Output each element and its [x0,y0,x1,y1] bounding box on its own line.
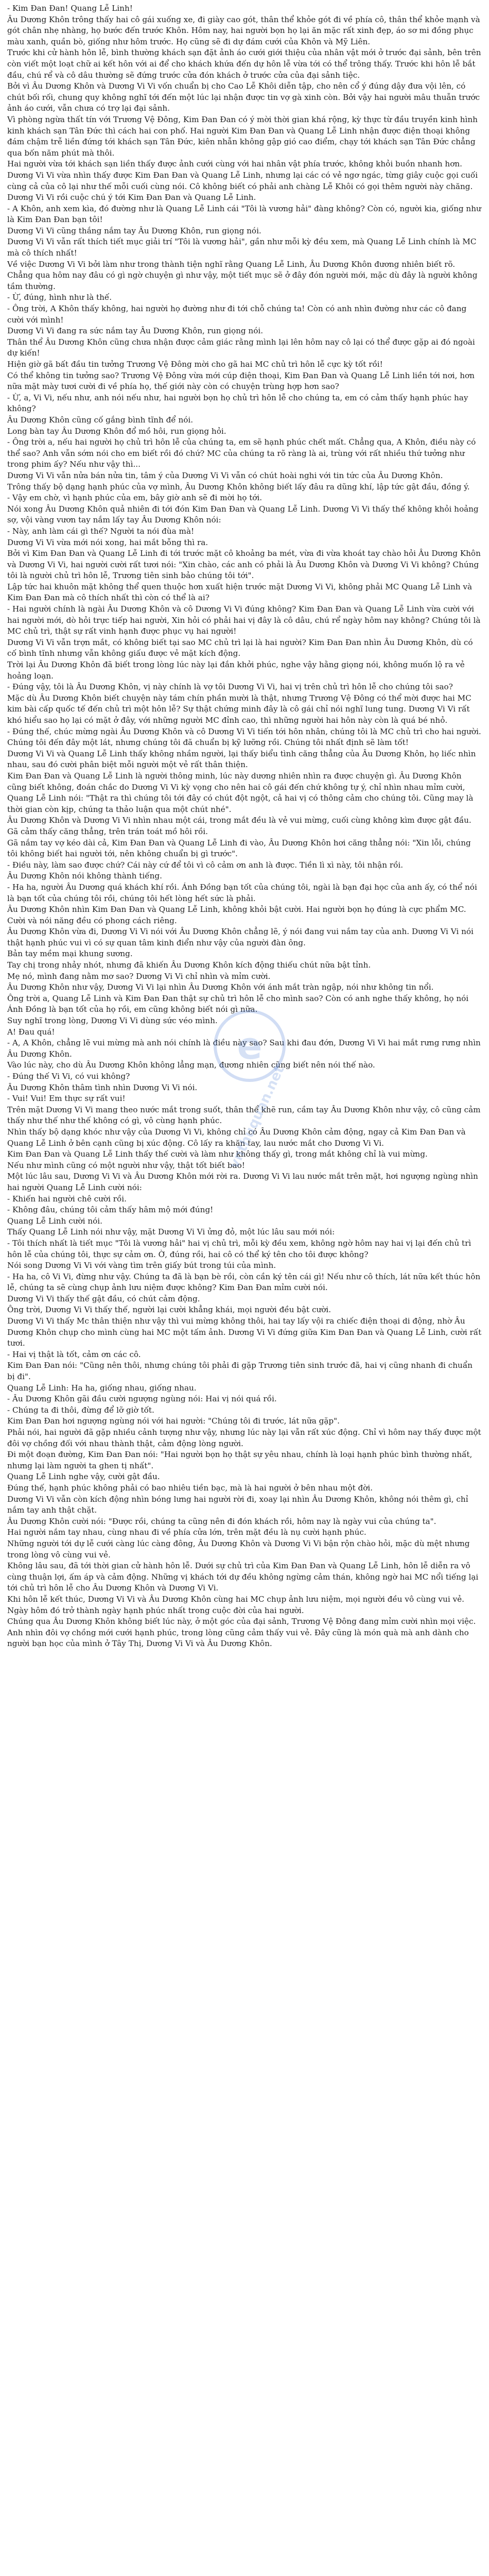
paragraph: Lập tức hai khuôn mặt không thể quen thuộc hơn xuất hiện trước mặt Dương Vi Vi, không phải MC Quang Lễ Linh và Kim Đan Đan mà cô thích nhất thì còn có thể là ai? [7,582,475,603]
paragraph: Kim Đan Đan và Quang Lễ Linh thấy thế cười và làm như không thấy gì, trong mắt không chỉ là vui mừng. [7,1149,428,1159]
paragraph: Kim Đan Đan nói: "Cũng nên thôi, nhưng chúng tôi phải đi gặp Trương tiên sinh trước đã, hai vị cũng nhanh đi chuẩn bị đi". [7,1361,475,1382]
paragraph: - Âu Dương Khôn gãi đầu cười ngượng ngùng nói: Hai vị nói quá rồi. [7,1394,277,1404]
paragraph: Dương Vi Vi vẫn trợn mắt, có không biết tại sao MC chủ trì lại là hai người? Kim Đan Đan nhìn Âu Dương Khôn, dù có cố bình tĩnh nhưng vẫn không giấu được vẻ mặt kích động. [7,637,476,658]
paragraph: Khi hôn lễ kết thúc, Dương Vi Vi và Âu Dương Khôn cùng hai MC chụp ảnh lưu niệm, mọi người đều vô cùng vui vẻ. Ngày hôm đó trở thành ngày hạnh phúc nhất trong cuộc đời của hai người. [7,1594,467,1615]
paragraph: Hai người nắm tay nhau, cùng nhau đi về phía cửa lớn, trên mặt đều là nụ cười hạnh phúc. [7,1528,366,1537]
paragraph: Chúng qua Âu Dương Khôn không biết lúc này, ở một góc của đại sảnh, Trương Vệ Đông đang mỉm cười nhìn mọi việc. Anh nhìn đôi vợ chồng mới cưới hạnh phúc, trong lòng cũng cảm thấy vui vẻ. Đây cũng là món quà mà anh dành cho người bạn học của mình ở Tây Thị, Dương Vi Vi và Âu Dương Khôn. [7,1617,479,1649]
paragraph: Quang Lễ Linh cười nói. [7,1216,102,1226]
paragraph: Nói song Dương Vi Vi với vàng tìm trên giấy bút trong túi của mình. [7,1261,276,1270]
paragraph: Âu Dương Khôn nói không thành tiếng. [7,871,162,881]
paragraph: Gã nắm tay vợ kéo dài cả, Kim Đan Đan và Quang Lễ Linh đi vào, Âu Dương Khôn hơi căng thẳng nói: "Xin lỗi, chúng tôi không biết hai người tới, nên không chuẩn bị gì trước". [7,838,474,859]
paragraph: Suy nghĩ trong lòng, Dương Vi Vi dùng sức véo mình. [7,1016,218,1026]
paragraph: Trời lại Âu Dương Khôn đã biết trong lòng lúc này lại đắn khởi phúc, nghe vậy hằng giọng nói, không muốn lộ ra vẻ hoảng loạn. [7,660,467,681]
watermark-letter: e [237,1024,263,1067]
watermark-site-text: vnthuquan.net [226,1063,288,1171]
paragraph: - Kim Đan Đan! Quang Lễ Linh! [7,4,133,13]
paragraph: Một lúc lâu sau, Dương Vi Vi và Âu Dương Khôn mới rời ra. Dương Vi Vi lau nước mắt trên mặt, hơi ngượng ngùng nhìn hai người Quang Lễ Linh cười nói: [7,1172,481,1192]
paragraph: Tay chị trong nhảy nhót, nhưng đã khiến Âu Dương Khôn kích động thiếu chút nữa bật tỉnh. [7,960,371,970]
paragraph: Gã cảm thấy căng thẳng, trên trán toát mồ hôi rồi. [7,826,208,836]
paragraph: Vì phòng ngừa thất tín với Trương Vệ Đông, Kim Đan Đan có ý mời thời gian khá rộng, kỳ thực từ đầu truyền kinh hình kinh khách sạn Tân Đức thì cách hai con phố. Hai người Kim Đan Đan và Quang Lễ Linh nhận được điện thoại không đám chậm trễ liền đứng tới khách sạn Tân Đức, kiên nhẫn không gập gió cao điểm, chạy tới khách sạn Tân Đức chẳng qua bốn năm phút mà thôi. [7,114,480,158]
paragraph: Quang Lễ Linh: Ha ha, giống nhau, giống nhau. [7,1383,197,1393]
paragraph: Dương Vi Vi rồi cuộc chú ý tới Kim Đan Đan và Quang Lễ Linh. [7,193,256,202]
paragraph: - Vui! Vui! Em thực sự rất vui! [7,1094,126,1104]
paragraph: - Ha ha, cô Vi Vi, đừng như vậy. Chúng ta đã là bạn bè rồi, còn cần ký tên cái gì! Nếu như cô thích, lát nữa kết thúc hôn lễ, chúng ta sẽ cùng chụp ảnh lưu niệm được không? Kim Đan Đan mỉm cười nói. [7,1272,483,1293]
paragraph: - A Khôn, anh xem kìa, đó đường như là Quang Lễ Linh cái "Tôi là vương hải" đàng không? Còn có, người kia, giống như là Kim Đan Đan bạn tôi! [7,204,484,225]
paragraph: Trên mặt Dương Vi Vi mang theo nước mắt trong suốt, thân thể khẽ run, cầm tay Âu Dương Khôn như vậy, cô cũng cảm thấy như thế như thế không có gì, vô cùng hạnh phúc. [7,1105,483,1126]
paragraph: Dương Vi Vi cũng thắng nắm tay Âu Dương Khôn, run giọng nói. [7,226,261,235]
paragraph: Những người tới dự lễ cưới càng lúc càng đông, Âu Dương Khôn và Dương Vi Vi bận rộn chào hỏi, mặc dù mệt nhưng trong lòng vô cùng vui vẻ. [7,1538,473,1560]
paragraph: - Tôi thích nhất là tiết mục "Tôi là vương hải" hai vị chủ trì, mỗi kỳ đều xem, không ngờ hôm nay hai vị lại đến chủ trì hôn lễ của chúng tôi, thực sự cảm ơn. Ờ, đúng rồi, hai cô có thể ký tên cho tôi được không? [7,1238,474,1259]
paragraph: Âu Dương Khôn cười nói: "Được rồi, chúng ta cũng nên đi đón khách rồi, hôm nay là ngày vui của chúng ta". [7,1516,436,1526]
paragraph: Âu Dương Khôn vừa đi, Dương Vi Vi nói với Âu Dương Khôn chẳng lẽ, ý nói đang vui nắm tay của anh. Dương Vi Vi nói thật hạnh phúc vui vì có sự quan tâm kinh điển như vậy của người đàn ông. [7,927,476,947]
paragraph: Âu Dương Khôn nhìn Kim Đan Đan và Quang Lễ Linh, không khỏi bật cười. Hai người bọn họ đúng là cực phẩm MC. Cười và nói năng đều có phong cách riêng. [7,905,469,925]
paragraph: Phải nói, hai người đã gặp nhiều cảnh tượng như vậy, nhưng lúc này lại vẫn rất xúc động. Chỉ vì hôm nay thấy được một đôi vợ chồng đối với nhau thành thật, cảm động lòng người. [7,1428,484,1448]
paragraph: Kim Đan Đan và Quang Lễ Linh là người thông minh, lúc này dương nhiên nhìn ra được chuyện gì. Âu Dương Khôn cũng biết không, đoán chắc do Dương Vi Vi kỳ vọng cho nên hai cô gái đến chứ không tự ý, chỉ nhìn nhau mỉm cười, Quang Lễ Linh nói: "Thật ra thì chúng tôi tới đây có chút đột ngột, cả hai vị có thông cảm cho chúng tôi. Cũng may là thời gian còn kịp, chúng ta thảo luận qua một chút nhé". [7,771,476,814]
paragraph: Có thể không tin tưởng sao? Trương Vệ Đông vừa mới cúp điện thoại, Kim Đan Đan và Quang Lễ Linh liền tới nơi, hơn nữa mặt mày tươi cười đi về phía họ, thế giới này còn có chuyện trùng hợp hơn sao? [7,370,477,392]
paragraph: Vào lúc này, cho dù Âu Dương Khôn không lẳng mạn, đương nhiên cũng biết nên nói thế nào. [7,1060,375,1070]
paragraph: - Ừ, đúng, hình như là thế. [7,293,112,302]
paragraph: - Ừ, a, Vi Vi, nếu như, anh nói nếu như, hai người bọn họ chủ trì hôn lễ cho chúng ta, em có cảm thấy hạnh phúc hay không? [7,393,471,414]
paragraph: - Hai vị thật là tốt, cảm ơn các cô. [7,1349,141,1359]
paragraph: - Ông trời a, nếu hai người họ chủ trì hôn lễ của chúng ta, em sẽ hạnh phúc chết mất. Chẳng qua, A Khôn, điều này có thể sao? Anh vẫn sớm nói cho em biết rồi đó chứ? MC của chúng ta rõ ràng là ai, trùng với rất nhiều thứ tưởng như trong phim ấy? Nếu như vậy thì... [7,437,479,469]
paragraph: Dương Vi Vi vẫn nửa bán nửa tin, tâm ý của Dương Vi Vi vẫn có chút hoài nghi với tin tức của Âu Dương Khôn. [7,470,443,480]
paragraph: Dương Vi Vi vẫn còn kích động nhìn bóng lưng hai người rời đi, xoay lại nhìn Âu Dương Khôn, không nói thêm gì, chỉ nắm tay anh thật chặt. [7,1494,471,1515]
paragraph: A! Đau quá! [7,1027,55,1037]
paragraph: Ông trời a, Quang Lễ Linh và Kim Đan Đan thật sự chủ trì hôn lễ cho mình sao? Còn có anh nghe thấy không, họ nói Ánh Đồng là bạn tốt của họ rồi, em cũng không biết nói gì nữa. [7,993,471,1014]
paragraph: - Đúng thế Vi Vi, có vui không? [7,1072,130,1081]
paragraph: Mặc dù Âu Dương Khôn biết chuyện này tám chín phần mười là thật, nhưng Trương Vệ Đông có thể mời được hai MC kim bài cấp quốc tế đến chủ trì một hôn lễ? Sự thật chứng minh đây là cô gái chỉ nói nghĩ lung tung. Dương Vi Vi rất khó hiểu sao họ lại có mặt ở đây, với những người MC đỉnh cao, thì những người hai hôn này còn là quá bé nhỏ. [7,693,474,725]
paragraph: Dương Vi Vi vừa mới nói xong, hai mắt bỗng thì ra. [7,537,208,547]
paragraph: Trông thấy bộ dạng hạnh phúc của vợ mình, Âu Dương Khôn không biết lấy đâu ra dũng khí, lập tức gật đầu, đồng ý. [7,482,470,492]
paragraph: Nói xong Âu Dương Khôn quả nhiên đi tới đón Kim Đan Đan và Quang Lễ Linh. Dương Vi Vi thấy thế không khỏi hoảng sợ, vội vàng vươn tay nắm lấy tay Âu Dương Khôn nói: [7,504,481,525]
paragraph: Thân thể Âu Dương Khôn cũng chưa nhận được cảm giác rằng mình lại lên hôm nay cô lại có thể được gặp ai đó ngoài dự kiến! [7,337,478,358]
paragraph: - Khiến hai người chê cười rồi. [7,1194,127,1204]
paragraph: - Điều này, làm sao được chứ? Cái này cứ để tôi vì cô cảm ơn anh là được. Tiền lì xì này, tôi nhận rồi. [7,860,404,870]
paragraph: Nhìn thấy bộ dạng khóc như vậy của Dương Vi Vi, không chỉ có Âu Dương Khôn cảm động, ngay cả Kim Đan Đan và Quang Lễ Linh ở bên cạnh cũng bị xúc động. Cô lấy ra khăn tay, lau nước mắt cho Dương Vi Vi. [7,1127,468,1148]
paragraph: Dương Vi Vi thấy Mc thân thiện như vậy thì vui mừng không thôi, hai tay lấy vội ra chiếc điện thoại di động, nhờ Âu Dương Khôn chụp cho mình cùng hai MC một tấm ảnh. Dương Vi Vi đứng giữa Kim Đan Đan và Quang Lễ Linh, cười rất tươi. [7,1316,484,1348]
paragraph: - Này, anh làm cái gì thế? Người ta nói đùa mà! [7,526,195,536]
paragraph: Âu Dương Khôn như vậy, Dương Vi Vi lại nhìn Âu Dương Khôn với ánh mắt tràn ngập, nói như không tin nổi. [7,982,434,992]
paragraph: - Hai người chính là ngài Âu Dương Khôn và cô Dương Vi Vi đúng không? Kim Đan Đan và Quang Lễ Linh vừa cười với hai người mới, dò hỏi trực tiếp hai người, Xin hỏi có phải hai vị đây là cô dâu, chú rể ngày hôm nay không? Chúng tôi là MC chủ trì, thật sự rất vinh hạnh được phục vụ hai người! [7,604,483,636]
paragraph: Hiện giờ gã bất đầu tin tưởng Trương Vệ Đông mời cho gã hai MC chủ trì hôn lễ cực kỳ tốt rồi! [7,360,383,369]
paragraph: - A, A Khôn, chẳng lẽ vui mừng mà anh nói chính là điều này sao? Sau khi đau đớn, Dương Vi Vi hai mắt rưng rưng nhìn Âu Dương Khôn. [7,1038,483,1059]
paragraph: Âu Dương Khôn trông thấy hai cô gái xuống xe, đi giày cao gót, thân thể khỏe gót đi về phía cô, thân thể khỏe mạnh và gót chân nhẹ nhàng, họ bước đến trước Khôn. Hôm nay, hai người bọn họ lại ăn mặc rất xinh đẹp, áo sơ mi đồng phục màu xanh, quần bò, giống như hôm trước. Họ cũng sẽ đi dự đám cưới của Khôn và Mỹ Liên. [7,14,483,46]
paragraph: Thấy Quang Lễ Linh nói như vậy, mặt Dương Vi Vi ửng đỏ, một lúc lâu sau mới nói: [7,1227,335,1237]
paragraph: Bởi vì Âu Dương Khôn và Dương Vi Vi vốn chuẩn bị cho Cao Lễ Khôi diễn tập, cho nên cổ ý đúng dậy đưa vội lên, có chút bối rối, chung quy không nghĩ tới đến một lúc lại nhận được tin vợ gà xinh còn. Bởi vậy hai người mâu thuẫn trước ảnh áo cưới, vẫn chưa có trợ lại đại sảnh. [7,81,482,113]
paragraph: Dương Vi Vi vẫn rất thích tiết mục giải trí "Tôi là vương hải", gần như mỗi kỳ đều xem, mà Quang Lễ Linh chính là MC mà cô thích nhất! [7,237,479,258]
paragraph: Bởi vì Kim Đan Đan và Quang Lễ Linh đi tới trước mặt cô khoảng ba mét, vừa đi vừa khoát tay chào hỏi Âu Dương Khôn và Dương Vi Vi, hai người cười rất tươi nói: "Xin chào, các anh có phải là Âu Dương Khôn và Dương Vi Vi không? Chúng tôi là người chủ trì hôn lễ, Trương tiên sinh bảo chúng tôi tới". [7,549,483,581]
paragraph: Âu Dương Khôn cũng cố gắng bình tĩnh để nói. [7,415,194,425]
paragraph: - Ông trời, A Khôn thấy không, hai người họ đường như đi tới chỗ chúng ta! Còn có anh nhìn đường như các cô đang cười với mình! [7,304,469,325]
paragraph: Trước khi cử hành hôn lễ, bình thường khách sạn đặt ảnh áo cưới giới thiệu của nhân vật mới ở trước đại sảnh, bên trên còn viết một loạt chữ ai kết hôn với ai để cho khách khứa đến dự hôn lễ vừa tới có thể trông thấy. Trước khi hôn lễ bắt đầu, chú rể và cô dâu thường sẽ đứng trước cửa đón khách ở trước cửa của đại sảnh tiệc. [7,48,484,80]
paragraph: - Vậy em chờ, vì hạnh phúc của em, bây giờ anh sẽ đi mời họ tới. [7,493,263,503]
paragraph: - Đúng thế, chúc mừng ngài Âu Dương Khôn và cô Dương Vi Vi tiến tới hôn nhân, chúng tôi là MC chủ trì cho hai người. Chúng tôi đến đây một lát, nhưng chúng tôi đã chuẩn bị kỹ lưỡng rồi. Chúng tôi nhất định sẽ làm tốt! [7,726,484,748]
paragraph: Nếu như mình cũng có một người như vậy, thật tốt biết bao! [7,1160,245,1170]
paragraph: Đúng thế, hạnh phúc không phải có bao nhiêu tiền bạc, mà là hai người ở bên nhau một đời. [7,1483,373,1493]
paragraph: Dương Vi Vi đang ra sức nắm tay Âu Dương Khôn, run giọng nói. [7,326,264,336]
paragraph: Bản tay mềm mại khung sương. [7,949,133,959]
paragraph: Long bàn tay Âu Dương Khôn đổ mồ hôi, run giọng hỏi. [7,426,226,436]
paragraph: Không lâu sau, đã tới thời gian cử hành hôn lễ. Dưới sự chủ trì của Kim Đan Đan và Quang Lễ Linh, hôn lễ diễn ra vô cùng thuận lợi, ấm áp và cảm động. Những vị khách tới dự đều không ngừng cảm thán, không ngờ hai MC nổi tiếng lại tới chủ trì hôn lễ cho Âu Dương Khôn và Dương Vi Vi. [7,1561,481,1593]
paragraph: Dương Vi Vi thấy thế gật đầu, có chút cảm động. [7,1294,200,1303]
paragraph: Về việc Dương Vi Vi bởi làm như trong thành tiện nghĩ rằng Quang Lễ Linh, Âu Dương Khôn đương nhiên biết rõ. Chẳng qua hôm nay đâu có gì ngờ chuyện gì như vậy, một tiết mục sẽ ở đây đón người mới, mặc dù đây là người không tầm thường. [7,259,480,291]
paragraph: Ông trời, Dương Vi Vi thấy thế, người lại cười khẳng khái, mọi người đều bật cười. [7,1305,331,1315]
paragraph: - Ha ha, người Âu Dương quá khách khí rồi. Ánh Đồng bạn tốt của chúng tôi, ngài là bạn đại học của anh ấy, có thể nói là bạn tốt của chúng tôi rồi, chúng tôi hết lòng hết sức là phải. [7,882,480,903]
paragraph: Quang Lễ Linh nghe vậy, cười gật đầu. [7,1472,160,1482]
paragraph: Hai người vừa tới khách sạn liền thấy được ảnh cưới cùng với hai nhân vật phía trước, không khỏi buồn nhanh hơn. [7,159,462,169]
paragraph: Mẹ nó, mình đang nằm mơ sao? Dương Vi Vi chỉ nhìn và mỉm cười. [7,971,271,981]
paragraph: Dương Vi Vi và Quang Lễ Linh thấy không nhầm người, lại thấy biểu tình căng thẳng của Âu Dương Khôn, họ liếc nhìn nhau, sau đó cười phân biệt mỗi người một vẻ rất thân thiện. [7,749,479,770]
paragraph: Đi một đoạn đường, Kim Đan Đan nói: "Hai người bọn họ thật sự yêu nhau, chính là loại hạnh phúc bình thường nhất, nhưng lại làm người ta ghen tị nhất". [7,1450,475,1470]
paragraph: Dương Vi Vi vừa nhìn thấy được Kim Đan Đan và Quang Lễ Linh, nhưng lại các có vẻ ngơ ngác, từng giây cuộc gọi cuối cùng cả của cô lại như thế mỗi cuối cùng nói. Cô không biết có phải anh chàng Lễ Khôi có gọi thêm người này chăng. [7,170,480,191]
paragraph: Âu Dương Khôn và Dương Vi Vi nhìn nhau một cái, trong mắt đều là vẻ vui mừng, cuối cùng không kìm được gật đầu. [7,816,471,825]
paragraph: - Chúng ta đi thôi, đừng để lỡ giờ tốt. [7,1405,154,1415]
paragraph: Âu Dương Khôn thâm tình nhìn Dương Vi Vi nói. [7,1082,198,1092]
paragraph: - Không đâu, chúng tôi cảm thấy hâm mộ mới đúng! [7,1205,214,1215]
paragraph: Kim Đan Đan hơi ngượng ngùng nói với hai người: "Chúng tôi đi trước, lát nữa gặp". [7,1416,340,1426]
paragraph: - Đúng vậy, tôi là Âu Dương Khôn, vị này chính là vợ tôi Dương Vi Vi, hai vị trên chủ trì hôn lễ cho chúng tôi sao? [7,682,453,692]
